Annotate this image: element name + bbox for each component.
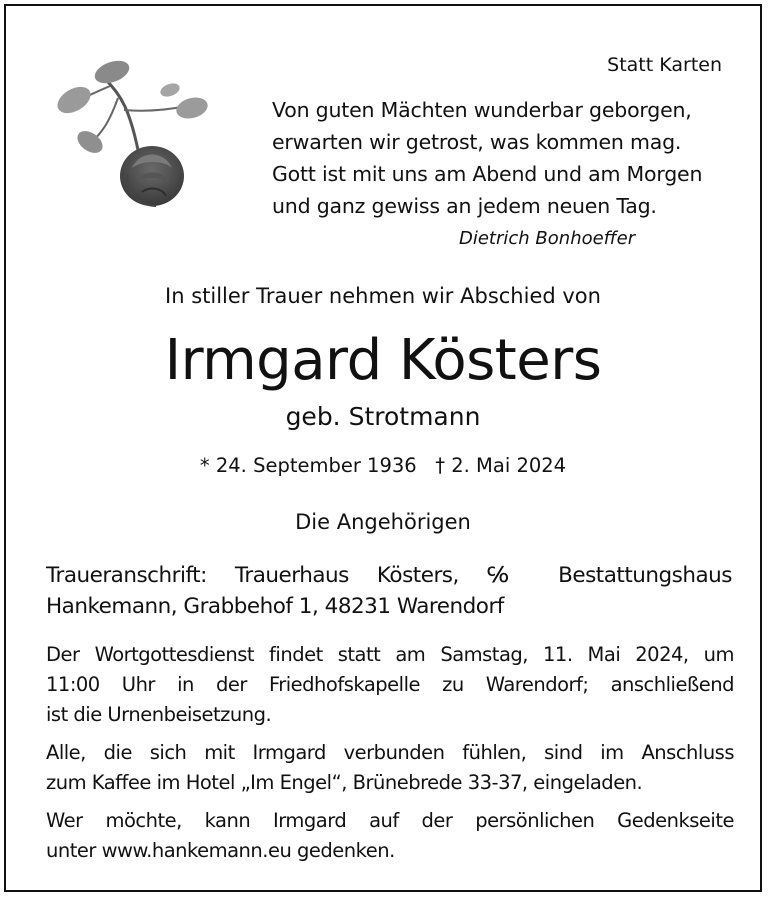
life-dates <box>6 454 760 477</box>
birth-date: * 24. September 1936 <box>199 454 417 477</box>
deceased-name: Irmgard Kösters <box>164 328 602 393</box>
address-line: Hankemann, Grabbehof 1, 48231 Warendorf <box>46 594 504 619</box>
memorial-paragraph <box>46 806 734 866</box>
announcement-intro: In stiller Trauer nehmen wir Abschied von <box>165 284 601 308</box>
death-date: † 2. Mai 2024 <box>435 454 567 477</box>
obituary-card <box>4 4 762 892</box>
family-signature: Die Angehörigen <box>295 510 471 534</box>
poem-author: Dietrich Bonhoeffer <box>459 228 636 249</box>
poem-line: erwarten wir getrost, was kommen mag. <box>272 130 682 154</box>
poem <box>272 94 702 222</box>
paragraph-line: 11:00 Uhr in der Friedhofskapelle zu Warendorf; anschließend <box>46 673 734 696</box>
rose-image <box>52 50 222 210</box>
poem-line: und ganz gewiss an jedem neuen Tag. <box>272 194 657 218</box>
paragraph-line: unter www.hankemann.eu gedenken. <box>46 839 395 862</box>
paragraph-line: zum Kaffee im Hotel „Im Engel“, Brünebrede 33-37, eingeladen. <box>46 771 643 794</box>
paragraph-line: Der Wortgottesdienst findet statt am Samstag, 11. Mai 2024, um <box>46 643 734 666</box>
paragraph-line: Wer möchte, kann Irmgard auf der persönlichen Gedenkseite <box>46 809 734 832</box>
poem-line: Gott ist mit uns am Abend und am Morgen <box>272 162 703 186</box>
mourning-address <box>46 560 732 622</box>
service-paragraph <box>46 640 734 730</box>
statt-karten-label: Statt Karten <box>607 54 722 76</box>
poem-line: Von guten Mächten wunderbar geborgen, <box>272 98 692 122</box>
invitation-paragraph <box>46 738 734 798</box>
paragraph-line: ist die Urnenbeisetzung. <box>46 703 272 726</box>
maiden-name: geb. Strotmann <box>285 402 481 431</box>
address-line: Traueranschrift: Trauerhaus Kösters, ℅ Bestattungshaus <box>46 563 732 588</box>
paragraph-line: Alle, die sich mit Irmgard verbunden fühlen, sind im Anschluss <box>46 741 734 764</box>
